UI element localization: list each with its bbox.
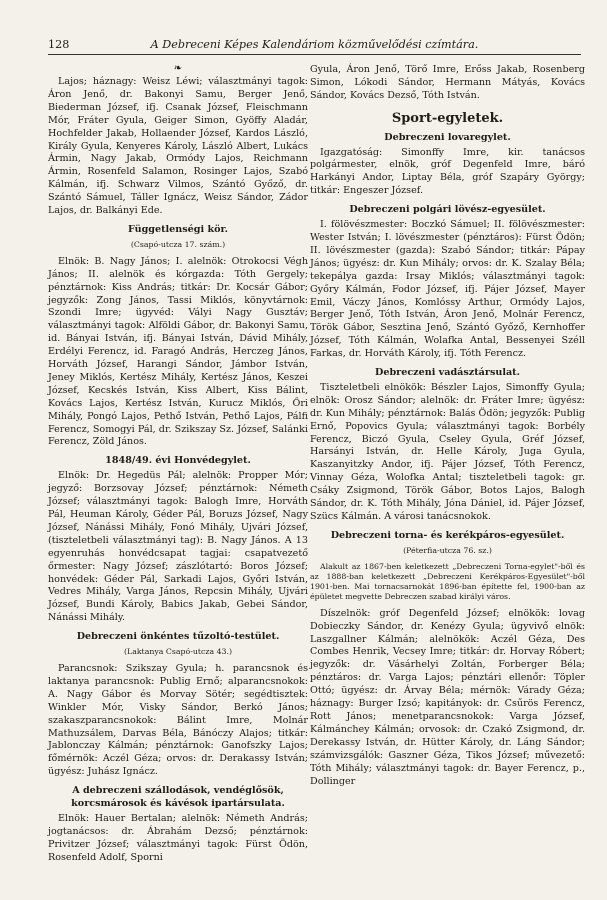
section-title-vadasz: Debreczeni vadásztársulat.	[375, 367, 520, 379]
section-title-lovesz: Debreczeni polgári lövész-egyesület.	[349, 204, 546, 216]
paragraph: Elnök: B. Nagy János; I. alelnök: Otrokocsi Végh János; II. alelnök és kórgazda: Tóth Gergely; pénztárnok: Kiss András; titkár: Dr. Kocsár Gábor; jegyzők: Zong János, Tassi Miklós, könyvtárnok: Szondi Imre; ügyvéd: Vályi Nagy Gusztáv; választmányi tagok: Alföldi Gábor, dr. Bakonyi Samu, id. Bányai István, ifj. Bányai István, Dávid Mihály, Erdélyi Ferencz, id. Faragó András, Herczeg János, Horváth József, Harangi Sándor, Jámbor István, Jeney Miklós, Kertész Mihály, Kertész János, Keszei József, Kecskés István, Kiss Albert, Kiss Bálint, Kovács Lajos, Kertész István, Kurucz Miklós, Őri Mihály, Pongó Lajos, Pethő István, Pethő Lajos, Pálfi Ferencz, Somogyi Pál, dr. Szikszay Sz. József, Salánki Ferencz, Zöld János.	[48, 255, 308, 448]
paragraph: Lajos; háznagy: Weisz Léwi; választmányi tagok: Áron Jenő, dr. Bakonyi Samu, Berger Jenő, Biederman József, ifj. Csanak József, Fleischmann Mór, Fráter Gyula, Geiger Simon, Gyöffy Aladár, Hochfelder Jakab, Hollaender József, Kardos László, Király Gyula, Kenyeres Károly, László Albert, Lukács Ármin, Nagy Jakab, Ormódy Lajos, Reichmann Ármin, Rosenfeld Salamon, Rosinger Lajos, Szabó Kálmán, ifj. Schwarz Vilmos, Szántó Győző, dr. Szántó Sámuel, Táller Ignácz, Weisz Sándor, Zádor Lajos, dr. Balkányi Ede.	[48, 76, 308, 217]
paragraph: Díszelnök: gróf Degenfeld József; elnökök: lovag Dobieczky Sándor, dr. Kenézy Gyula; ügyvivő elnök: Laszgallner Kálmán; alelnökök: Aczél Géza, Des Combes Henrik, Vecsey Imre; titkár: dr. Horvay Róbert; jegyzők: dr. Vásárhelyi Zoltán, Forberger Béla; pénztáros: dr. Varga Lajos; pénztári ellenőr: Töpler Ottó; ügyész: dr. Árvay Béla; mérnök: Várady Géza; háznagy: Burger Izsó; kapitányok: dr. Csűrös Ferencz, Rott János; menetparancsnokok: Varga József, Kálmánchey Kálmán; orvosok: dr. Czakó Zsigmond, dr. Derekassy István, dr. Hütter Károly, dr. Láng Sándor; számvizsgálók: Gaszner Géza, Tikos József; művezető: Tóth Mihály; választmányi tagok: dr. Bayer Ferencz, p., Dollinger	[310, 607, 585, 787]
section-note: Alakult az 1867-ben keletkezett „Debreczeni Torna-egylet"-ből és az 1888-ban keletkezett „Debreczeni Kerékpáros-Egyesület"-ből 1901-ben. Mai tornacsarnokát 1896-ban építette fel, 1900-ban az épületet megvette Debreczen szabad királyi város.	[310, 561, 585, 601]
section-subtitle: (Csapó-utcza 17. szám.)	[130, 239, 226, 249]
ornament: ❧	[173, 63, 183, 74]
section-title-lovaregylet: Debreczeni lovaregylet.	[384, 131, 511, 143]
paragraph: I. fölövészmester: Boczkó Sámuel; II. fölövészmester: Wester István; I. lövészmester (pénztáros): Fürst Ödön; II. lövészmester (gazda): Szabó Sándor; titkár: Pápay János; ügyész: dr. Kun Mihály; orvos: dr. K. Szalay Béla; tekepálya gazda: Irsay Miklós; választmányi tagok: Győry Kálmán, Fodor József, ifj. Pájer József, Mayer Emil, Váczy János, Komlóssy Arthur, Ormódy Lajos, Berger Jenő, Tóth István, Áron Jenő, Molnár Ferencz, Török Gábor, Sesztina Jenő, Szántó Győző, Kernhoffer József, Tóth Kálmán, Wolafka Antal, Bessenyei Széll Farkas, dr. Horváth Károly, ifj. Tóth Ferencz.	[310, 219, 585, 360]
page-number: 128	[48, 38, 70, 51]
paragraph: Parancsnok: Szikszay Gyula; h. parancsnok és laktanya parancsnok: Publig Ernő; alparancsnokok: A. Nagy Gábor és Morvay Sötér; segédtisztek: Winkler Mór, Visky Sándor, Berkó János; szakaszparancsnokok: Bálint Imre, Molnár Mathuzsálem, Darvas Béla, Bánóczy Alajos; titkár: Jablonczay Kálmán; pénztárnok: Ganofszky Lajos; főmérnök: Aczél Géza; orvos: dr. Derakassy István; ügyész: Juhász Ignácz.	[48, 662, 308, 778]
section-subtitle: (Péterfia-utcza 76. sz.)	[403, 545, 492, 555]
paragraph: Igazgatóság: Simonffy Imre, kir. tanácsos polgármester, elnök, gróf Degenfeld Imre, báró Harkányi Andor, Liptay Béla, gróf Szapáry György; titkár: Engeszer József.	[310, 146, 585, 197]
left-column	[48, 64, 308, 871]
running-title: A Debreceni Képes Kalendáriom közművelődési czímtára.	[150, 38, 479, 51]
paragraph: Tiszteletbeli elnökök: Bészler Lajos, Simonffy Gyula; elnök: Orosz Sándor; alelnök: dr. Fráter Imre; ügyész: dr. Kun Mihály; pénztárnok: Balás Ödön; jegyzők: Publig Ernő, Popovics Gyula; választmányi tagok: Borbély Ferencz, Biczó Gyula, Cseley Gyula, Gréf József, Harsányi István, dr. Helle Károly, Juga Gyula, Kaszanyitzky Andor, ifj. Pájer József, Tóth Ferencz, Vinnay Géza, Wolofka Antal; tiszteletbeli tagok: gr. Csáky Zsigmond, Török Gábor, Botos Lajos, Balogh Sándor, dr. K. Tóth Mihály, Jóna Dániel, id. Pájer József, Szücs Kálmán. A városi tanácsnokok.	[310, 381, 585, 522]
paragraph: Gyula, Áron Jenő, Törő Imre, Erőss Jakab, Rosenberg Simon, Lókodi Sándor, Hermann Mátyás, Kovács Sándor, Kovács Dezső, Tóth István.	[310, 64, 585, 101]
section-title-sport: Sport-egyletek.	[391, 110, 504, 126]
paragraph: Elnök: Dr. Hegedüs Pál; alelnök: Propper Mór; jegyző: Borzsovay József; pénztárnok: Németh József; választmányi tagok: Balogh Imre, Horváth Pál, Heuman Károly, Géder Pál, Boruzs József, Nagy József, Nánássi Mihály, Fonó Mihály, Ujvári József, (tiszteletbeli választmányi tag): B. Nagy János. A 13 egyenruhás honvédcsapat tagjai: csapatvezető őrmester: Nagy József; zászlótartó: Boros József; honvédek: Géder Pál, Sarkadi Lajos, Győri István, Vedres Mihály, Varga János, Repcsin Mihály, Ujvári József, Bundi Károly, Babics Jakab, Gebei Sándor, Nánássi Mihály.	[48, 470, 308, 624]
section-title-honvedegylet: 1848/49. évi Honvédegylet.	[105, 455, 251, 467]
section-title-torna: Debreczeni torna- és kerékpáros-egyesület.	[330, 529, 565, 541]
right-column	[310, 64, 585, 794]
section-title-fuggetlensegi: Függetlenségi kör.	[127, 223, 229, 235]
section-title-szallodasok: A debreczeni szállodások, vendéglősök, korcsmárosok és kávésok ipartársulata.	[71, 785, 285, 810]
paragraph: Elnök: Hauer Bertalan; alelnök: Németh András; jogtanácsos: dr. Ábrahám Dezső; pénztárnok: Privitzer József; választmányi tagok: Fürst Ödön, Rosenfeld Adolf, Sporni	[48, 812, 308, 863]
page-header	[48, 38, 581, 55]
section-subtitle: (Laktanya Csapó-utcza 43.)	[123, 647, 233, 657]
section-title-tuzolto: Debreczeni önkéntes tűzoltó-testület.	[76, 631, 280, 643]
